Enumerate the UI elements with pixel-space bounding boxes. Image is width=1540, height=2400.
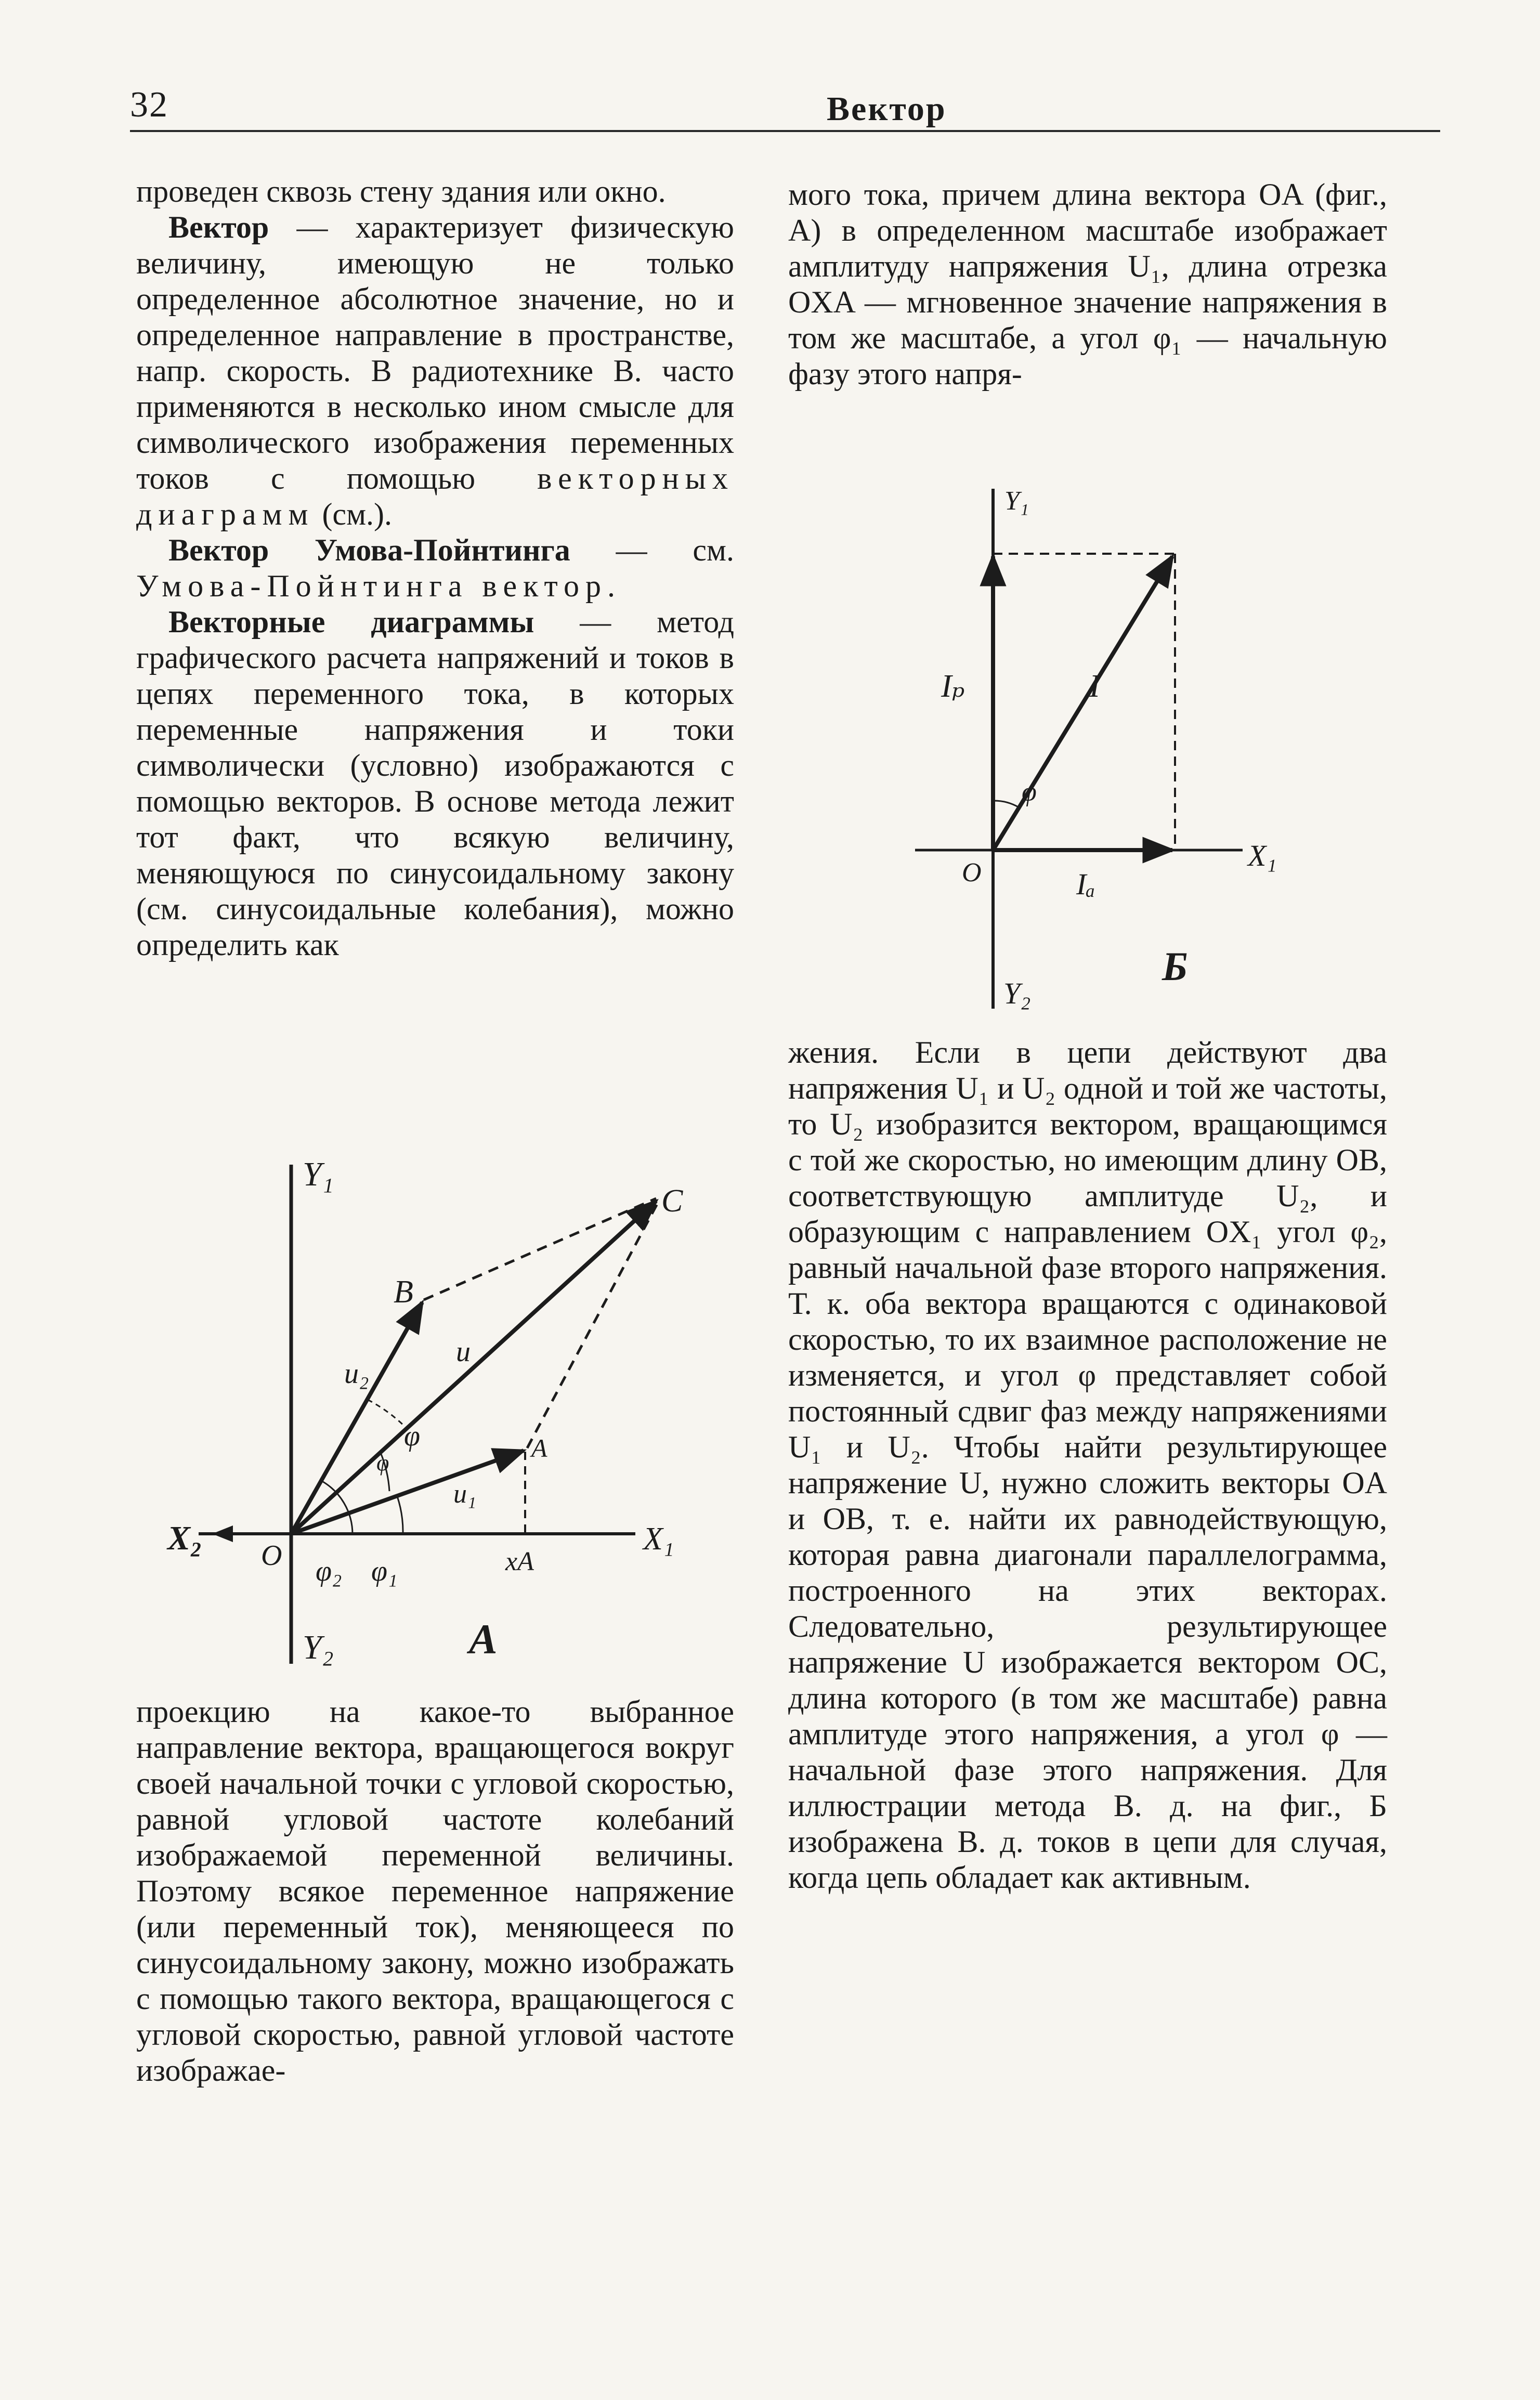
entry-definition: — характеризует физическую величину, имеющую не только определенное абсолютное значение, но и определенное направление в пространстве, напр. скорость. В радиотехнике В. часто применяются в несколько ином смысле для символического изображения переменных токов с помощью	[136, 210, 734, 495]
continuation-paragraph: проведен сквозь стену здания или окно.	[136, 174, 666, 208]
label-c: C	[661, 1183, 683, 1219]
cross-reference: Умова-Пойнтинга вектор.	[136, 569, 621, 603]
figure-a	[136, 1133, 734, 1679]
vector-u1	[291, 1451, 524, 1534]
right-paragraph-top: мого тока, причем длина вектора OA (фиг., A) в определенном масштабе изображает амплитуду напряжения U₁, длина отрезка OXA — мгновенное значение напряжения в том же масштабе, а угол φ₁ — начальную фазу этого напря-	[788, 177, 1387, 391]
header-rule	[130, 130, 1440, 132]
figure-a-diagram	[136, 1133, 734, 1679]
label-u: u	[456, 1336, 471, 1368]
figure-a-caption: А	[469, 1615, 498, 1663]
dashed-ac	[527, 1201, 659, 1448]
label-x1: X₁	[643, 1521, 674, 1557]
label-origin: O	[962, 858, 982, 888]
label-i: I	[1089, 669, 1100, 704]
figure-b-diagram	[884, 478, 1289, 1019]
label-x2: X₂	[167, 1519, 203, 1557]
figure-b-caption: Б	[1162, 944, 1188, 989]
label-a: A	[531, 1433, 547, 1463]
label-phi2: φ₂	[316, 1555, 342, 1587]
entry-definition-tail: (см.).	[314, 497, 393, 531]
label-x1: X₁	[1248, 839, 1277, 872]
label-origin: O	[261, 1540, 282, 1572]
arc-phi-between	[368, 1400, 407, 1428]
label-xa: xA	[505, 1547, 534, 1576]
label-phi1: φ₁	[371, 1555, 398, 1587]
cross-reference: векторных диаграмм	[136, 461, 734, 531]
entry-vector-diagrams	[136, 604, 734, 963]
running-header	[130, 78, 1440, 135]
right-column-bottom	[788, 1035, 1387, 1896]
arc-phi1	[397, 1496, 403, 1534]
figure-b	[884, 478, 1289, 1019]
running-title: Вектор	[827, 90, 947, 128]
label-phi: φ	[1022, 777, 1037, 807]
label-phi: φ	[404, 1420, 420, 1452]
entry-definition: — см.	[570, 533, 734, 567]
label-y2: Y₂	[303, 1628, 334, 1666]
dashed-bc	[424, 1198, 656, 1300]
entry-term: Векторные диаграммы	[168, 605, 534, 639]
vector-u2	[291, 1302, 422, 1534]
entry-umov-poynting	[136, 532, 734, 604]
label-y1: Y₁	[1004, 486, 1029, 516]
label-u1: u₁	[453, 1479, 477, 1509]
arc-phi2	[321, 1481, 353, 1534]
entry-term: Вектор	[168, 210, 269, 244]
entry-term: Вектор Умова-Пойнтинга	[168, 533, 570, 567]
right-column-top	[788, 177, 1387, 392]
left-column-top	[136, 174, 734, 963]
label-b: B	[394, 1274, 413, 1310]
label-u2: u₂	[344, 1358, 369, 1390]
left-column-bottom	[136, 1694, 734, 2089]
entry-definition: — метод графического расчета напряжений и токов в цепях переменного тока, в которых переменные напряжения и токи символически (условно) изображаются с помощью векторов. В основе метода лежит тот факт, что всякую величину, меняющуюся по синусоидальному закону (см. синусоидальные колебания), можно определить как	[136, 605, 734, 962]
vector-i	[993, 556, 1172, 850]
entry-vector	[136, 210, 734, 532]
label-y2: Y₂	[1003, 976, 1031, 1010]
page-number: 32	[130, 85, 168, 125]
label-ip: Iₚ	[941, 669, 965, 704]
arc-phi	[993, 801, 1019, 807]
label-phi-small: φ	[376, 1450, 389, 1476]
label-ia: Iₐ	[1076, 867, 1095, 901]
label-y1: Y₁	[303, 1155, 334, 1193]
continued-paragraph: проекцию на какое-то выбранное направление вектора, вращающегося вокруг своей начальной точки с угловой скоростью, равной угловой частоте колебаний изображаемой переменной величины. Поэтому всякое переменное напряжение (или переменный ток), меняющееся по синусоидальному закону, можно изображать с помощью такого вектора, вращающегося с угловой скоростью, равной угловой частоте изображае-	[136, 1694, 734, 2088]
right-paragraph-bottom: жения. Если в цепи действуют два напряжения U₁ и U₂ одной и той же частоты, то U₂ изобразится вектором, вращающимся с той же скоростью, но имеющим длину OB, соответствующую амплитуде U₂, и образующим с направлением OX₁ угол φ₂, равный начальной фазе второго напряжения. Т. к. оба вектора вращаются с одинаковой скоростью, то их взаимное расположение не изменяется, и угол φ представляет собой постоянный сдвиг фаз между напряжениями U₁ и U₂. Чтобы найти результирующее напряжение U, нужно сложить векторы OA и OB, т. е. найти их равнодействующую, которая равна диагонали параллелограмма, построенного на этих векторах. Следовательно, результирующее напряжение U изображается вектором OC, длина которого (в том же масштабе) равна амплитуде этого напряжения, а угол φ — начальной фазе этого напряжения. Для иллюстрации метода В. д. на фиг., Б изображена В. д. токов в цепи для случая, когда цепь обладает как активным.	[788, 1035, 1387, 1895]
